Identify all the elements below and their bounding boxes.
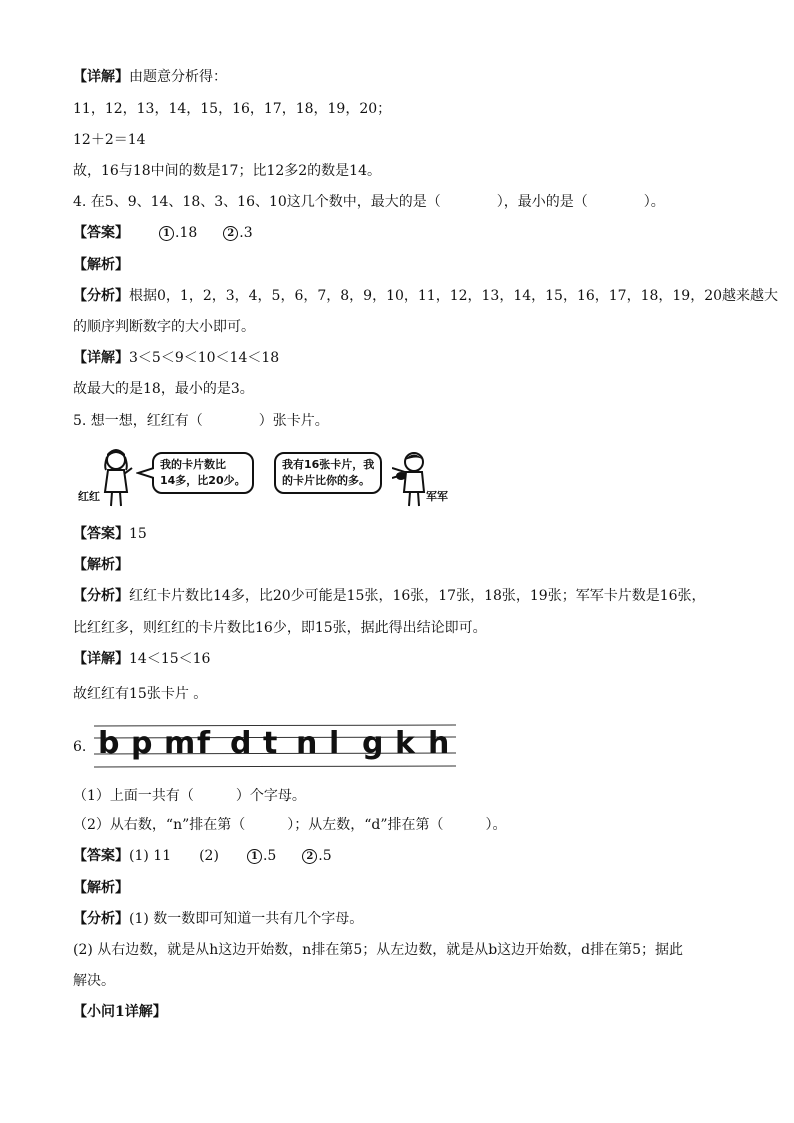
analysis-heading: 【解析】 — [73, 557, 129, 573]
analysis-label: 【分析】 — [73, 288, 129, 304]
boy-figure-icon — [396, 450, 430, 508]
answer-value-1: .18 — [175, 225, 198, 241]
answer-label: 【答案】 — [73, 225, 129, 241]
analysis-label: 【分析】 — [73, 588, 129, 604]
answer-value-2: .5 — [318, 848, 332, 864]
answer-value: 15 — [129, 526, 147, 542]
hong-hong-speech-bubble — [152, 452, 254, 494]
circled-number-2: 2 — [223, 226, 238, 241]
analysis-text: (1) 数一数即可知道一共有几个字母。 — [129, 911, 364, 927]
hong-hong-name: 红红 — [78, 490, 100, 503]
question-6-number: 6. — [73, 739, 87, 755]
analysis-heading: 【解析】 — [73, 257, 129, 273]
answer-value-1: .5 — [262, 848, 277, 864]
letter-b: b — [98, 726, 120, 761]
card-dialogue-illustration — [78, 448, 458, 510]
analysis-line-2: (2) 从右边数，就是从h这边开始数，n排在第5；从左边数，就是从b这边开始数，d排在第5；据此 — [73, 942, 684, 958]
analysis-line-1 — [73, 286, 778, 306]
letter-n: n — [296, 726, 318, 761]
conclusion: 故红红有15张卡片 。 — [73, 686, 208, 702]
jun-jun-name: 军军 — [426, 490, 448, 503]
detail-text: 3＜5＜9＜10＜14＜18 — [129, 350, 280, 366]
detail-text: 由题意分析得： — [129, 69, 227, 85]
letter-p: p — [131, 726, 153, 761]
answer-value-2: .3 — [239, 225, 253, 241]
circled-number-1: 1 — [159, 226, 174, 241]
detail-line — [73, 649, 210, 669]
analysis-text: 红红卡片数比14多，比20少可能是15张，16张，17张，18张，19张；军军卡片数是16张， — [129, 588, 706, 604]
question-6-part-1: （1）上面一共有（ ）个字母。 — [73, 788, 306, 804]
number-sequence: 11，12，13，14，15，16，17，18，19，20； — [73, 101, 392, 117]
letter-writing-strip — [94, 724, 456, 768]
detail-label: 【详解】 — [73, 350, 129, 366]
answer-label: 【答案】 — [73, 526, 129, 542]
answer-4 — [73, 223, 253, 243]
letter-t: t — [263, 726, 278, 761]
letter-h: h — [428, 726, 450, 761]
question-5: 5. 想一想，红红有（ ）张卡片。 — [73, 413, 329, 429]
letter-d: d — [230, 726, 252, 761]
analysis-line-2: 比红红多，则红红的卡片数比16少，即15张，据此得出结论即可。 — [73, 620, 487, 636]
answer-5 — [73, 524, 147, 544]
analysis-line-1 — [73, 586, 706, 606]
detail-text: 14＜15＜16 — [129, 651, 211, 667]
analysis-text: 根据0，1，2，3，4，5，6，7，8，9，10，11，12，13，14，15，16，17，18，19，20越来越大 — [129, 288, 779, 304]
bubble-tail-icon — [136, 466, 154, 480]
sub-question-1-heading: 【小问1详解】 — [73, 1004, 167, 1020]
analysis-line-1 — [73, 909, 363, 929]
letter-f: f — [197, 726, 211, 761]
detail-label: 【详解】 — [73, 69, 129, 85]
conclusion: 故最大的是18，最小的是3。 — [73, 381, 254, 397]
question-6-part-2: （2）从右数，“n”排在第（ ）；从左数，“d”排在第（ ）。 — [73, 817, 507, 833]
answer-label: 【答案】 — [73, 848, 129, 864]
analysis-line-3: 解决。 — [73, 973, 115, 989]
detail-line — [73, 348, 279, 368]
answer-value-part-1: (1) 11 (2) — [129, 848, 247, 864]
circled-number-1: 1 — [247, 849, 262, 864]
letter-l: l — [329, 726, 340, 761]
girl-figure-icon — [98, 448, 134, 508]
question-4: 4. 在5、9、14、18、3、16、10这几个数中，最大的是（ ），最小的是（ ）。 — [73, 194, 665, 210]
letter-m: m — [164, 726, 196, 761]
letter-g: g — [362, 726, 384, 761]
bubble-line: 我的卡片数比 — [160, 458, 226, 471]
conclusion: 故，16与18中间的数是17；比12多2的数是14。 — [73, 163, 381, 179]
equation: 12＋2＝14 — [73, 132, 146, 148]
detail-line — [73, 67, 227, 87]
detail-label: 【详解】 — [73, 651, 129, 667]
bubble-line: 我有16张卡片，我 — [282, 458, 375, 471]
jun-jun-speech-bubble — [274, 452, 382, 494]
circled-number-2: 2 — [302, 849, 317, 864]
analysis-label: 【分析】 — [73, 911, 129, 927]
analysis-line-2: 的顺序判断数字的大小即可。 — [73, 319, 255, 335]
answer-6 — [73, 846, 332, 866]
bubble-line: 14多，比20少。 — [160, 474, 246, 487]
bubble-line: 的卡片比你的多。 — [282, 474, 370, 487]
analysis-heading: 【解析】 — [73, 880, 129, 896]
letter-k: k — [395, 726, 415, 761]
